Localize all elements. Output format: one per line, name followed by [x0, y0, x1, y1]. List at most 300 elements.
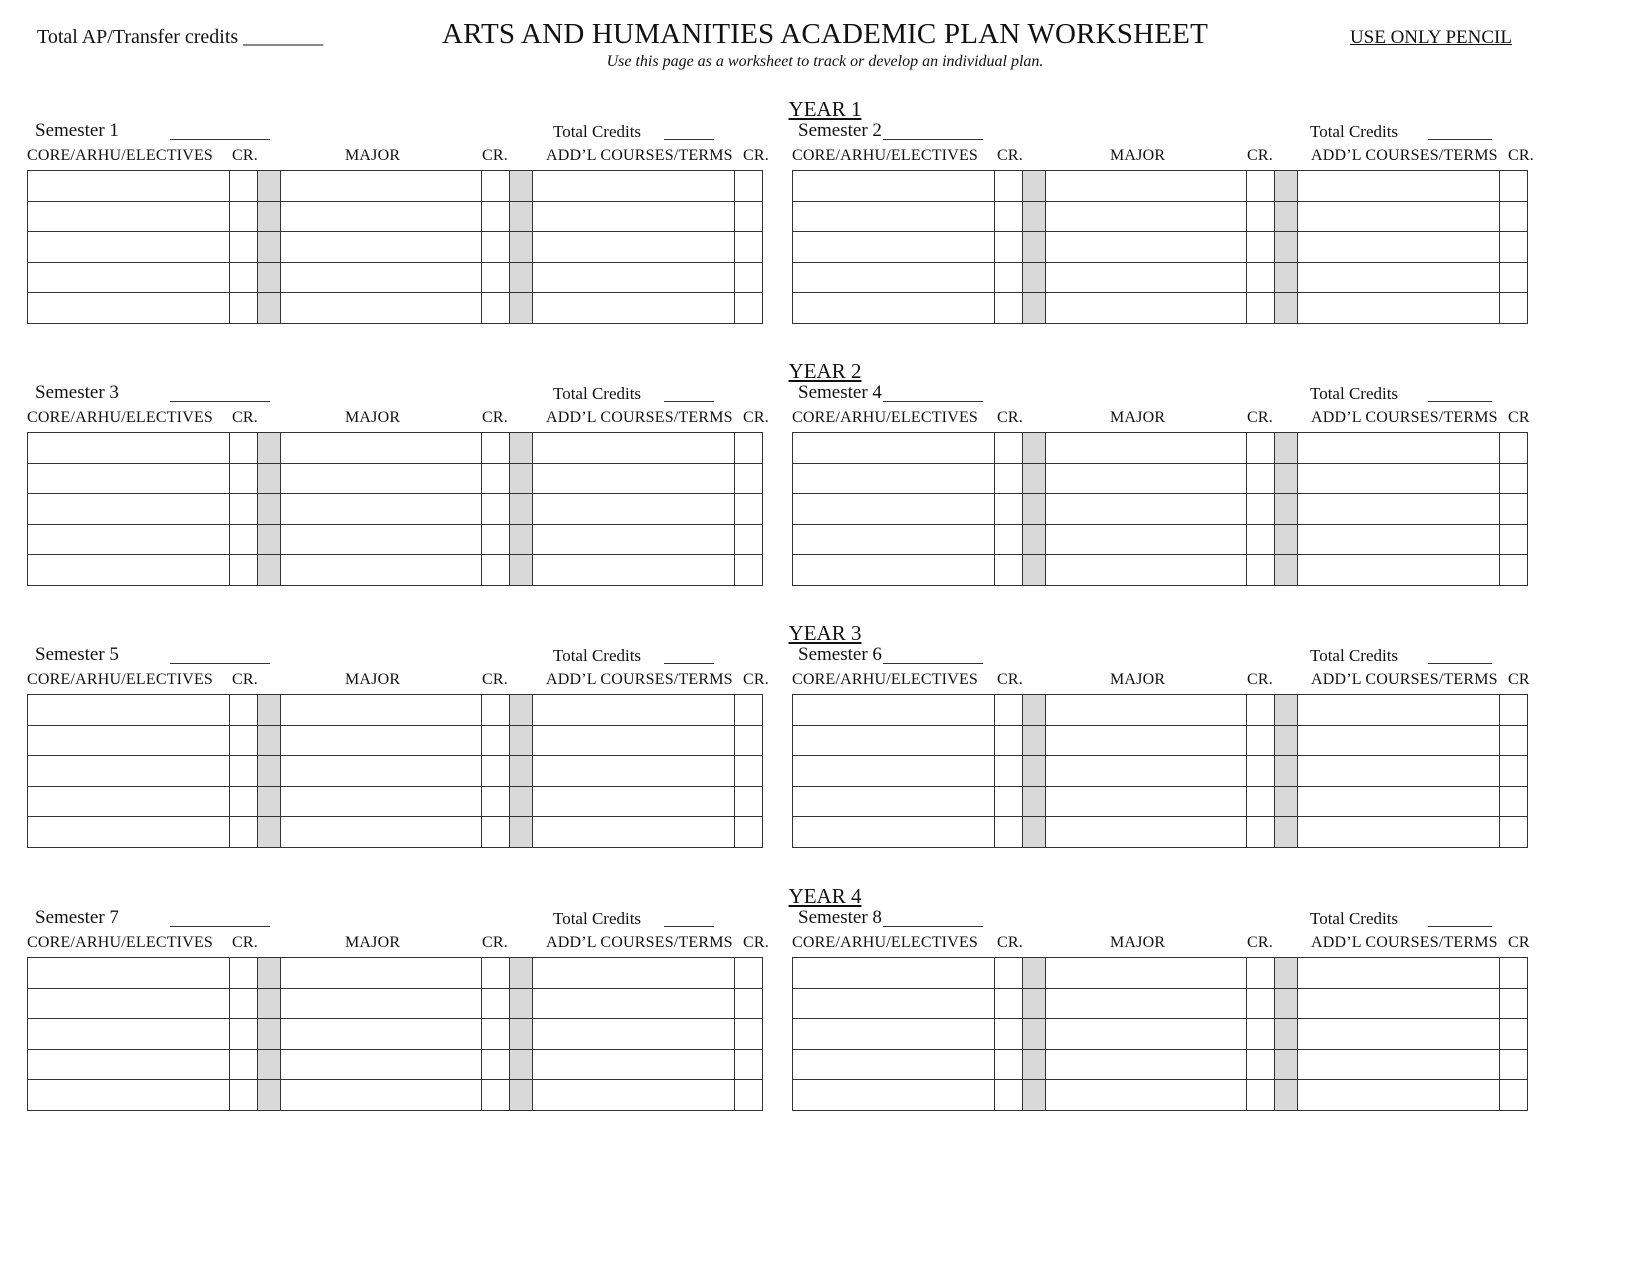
credits-cell[interactable]: [735, 494, 763, 525]
separator-cell: [510, 494, 533, 525]
course-cell[interactable]: [281, 1049, 482, 1080]
course-cell[interactable]: [533, 494, 735, 525]
course-cell[interactable]: [28, 232, 230, 263]
credits-cell[interactable]: [995, 524, 1023, 555]
credits-cell[interactable]: [482, 463, 510, 494]
total-credits-blank[interactable]: [1428, 926, 1492, 927]
ap-transfer-credits-blank[interactable]: ________: [243, 26, 324, 48]
credits-cell[interactable]: [1247, 1049, 1275, 1080]
credits-cell[interactable]: [230, 958, 258, 989]
table-row: [793, 725, 1528, 756]
credits-cell[interactable]: [482, 433, 510, 464]
course-cell[interactable]: [1298, 171, 1500, 202]
course-cell[interactable]: [1298, 988, 1500, 1019]
separator-cell: [258, 171, 281, 202]
credits-cell[interactable]: [230, 786, 258, 817]
course-cell[interactable]: [281, 725, 482, 756]
semester-term-blank[interactable]: [170, 663, 270, 664]
separator-cell: [510, 1080, 533, 1111]
course-cell[interactable]: [281, 817, 482, 848]
credits-cell[interactable]: [995, 756, 1023, 787]
course-cell[interactable]: [28, 988, 230, 1019]
separator-cell: [1023, 1049, 1046, 1080]
course-cell[interactable]: [28, 725, 230, 756]
semester-course-table: [27, 170, 763, 324]
course-cell[interactable]: [793, 494, 995, 525]
course-cell[interactable]: [793, 1080, 995, 1111]
credits-cell[interactable]: [1247, 463, 1275, 494]
credits-cell[interactable]: [230, 433, 258, 464]
column-header: CR.: [232, 147, 258, 164]
separator-cell: [510, 1049, 533, 1080]
table-row: [793, 171, 1528, 202]
credits-cell[interactable]: [1247, 232, 1275, 263]
semester-term-blank[interactable]: [883, 926, 983, 927]
credits-cell[interactable]: [995, 171, 1023, 202]
course-cell[interactable]: [281, 232, 482, 263]
credits-cell[interactable]: [995, 988, 1023, 1019]
table-row: [793, 817, 1528, 848]
course-cell[interactable]: [533, 171, 735, 202]
course-cell[interactable]: [533, 262, 735, 293]
column-header: CORE/ARHU/ELECTIVES: [27, 147, 214, 164]
total-credits-label: Total Credits: [1310, 384, 1399, 403]
separator-cell: [1275, 1080, 1298, 1111]
course-cell[interactable]: [1298, 756, 1500, 787]
semester-term-blank[interactable]: [170, 926, 270, 927]
course-cell[interactable]: [1298, 695, 1500, 726]
credits-cell[interactable]: [735, 1049, 763, 1080]
column-header: MAJOR: [1110, 147, 1166, 164]
column-header: CORE/ARHU/ELECTIVES: [27, 934, 214, 951]
credits-cell[interactable]: [1500, 232, 1528, 263]
credits-cell[interactable]: [995, 725, 1023, 756]
credits-cell[interactable]: [230, 494, 258, 525]
credits-cell[interactable]: [1247, 262, 1275, 293]
course-cell[interactable]: [28, 524, 230, 555]
semester-course-table: [792, 694, 1528, 848]
course-cell[interactable]: [1046, 201, 1247, 232]
column-header: CORE/ARHU/ELECTIVES: [792, 934, 979, 951]
credits-cell[interactable]: [995, 555, 1023, 586]
course-cell[interactable]: [533, 725, 735, 756]
semester-course-table: [27, 694, 763, 848]
credits-cell[interactable]: [735, 171, 763, 202]
credits-cell[interactable]: [1500, 524, 1528, 555]
credits-cell[interactable]: [230, 1019, 258, 1050]
column-header: CR.: [1247, 671, 1273, 688]
credits-cell[interactable]: [482, 201, 510, 232]
credits-cell[interactable]: [230, 988, 258, 1019]
course-cell[interactable]: [1298, 786, 1500, 817]
table-row: [793, 1080, 1528, 1111]
table-row: [28, 1080, 763, 1111]
credits-cell[interactable]: [1500, 1080, 1528, 1111]
credits-cell[interactable]: [735, 786, 763, 817]
credits-cell[interactable]: [735, 725, 763, 756]
course-cell[interactable]: [793, 232, 995, 263]
course-cell[interactable]: [1046, 262, 1247, 293]
semester-term-blank[interactable]: [170, 139, 270, 140]
course-cell[interactable]: [793, 463, 995, 494]
credits-cell[interactable]: [230, 756, 258, 787]
credits-cell[interactable]: [482, 988, 510, 1019]
table-row: [793, 232, 1528, 263]
credits-cell[interactable]: [1500, 725, 1528, 756]
column-header: CR.: [1247, 409, 1273, 426]
credits-cell[interactable]: [735, 958, 763, 989]
credits-cell[interactable]: [1247, 817, 1275, 848]
course-cell[interactable]: [533, 293, 735, 324]
separator-cell: [1023, 1080, 1046, 1111]
credits-cell[interactable]: [482, 555, 510, 586]
course-cell[interactable]: [533, 988, 735, 1019]
credits-cell[interactable]: [1247, 293, 1275, 324]
course-cell[interactable]: [281, 293, 482, 324]
credits-cell[interactable]: [1247, 524, 1275, 555]
separator-cell: [510, 817, 533, 848]
course-cell[interactable]: [1046, 524, 1247, 555]
credits-cell[interactable]: [1247, 201, 1275, 232]
course-cell[interactable]: [1046, 1019, 1247, 1050]
credits-cell[interactable]: [735, 232, 763, 263]
course-cell[interactable]: [28, 695, 230, 726]
table-row: [28, 988, 763, 1019]
credits-cell[interactable]: [482, 725, 510, 756]
credits-cell[interactable]: [735, 817, 763, 848]
course-cell[interactable]: [533, 524, 735, 555]
course-cell[interactable]: [1046, 171, 1247, 202]
credits-cell[interactable]: [735, 695, 763, 726]
table-row: [28, 494, 763, 525]
credits-cell[interactable]: [482, 494, 510, 525]
credits-cell[interactable]: [1500, 262, 1528, 293]
course-cell[interactable]: [793, 756, 995, 787]
credits-cell[interactable]: [1247, 494, 1275, 525]
credits-cell[interactable]: [482, 1049, 510, 1080]
course-cell[interactable]: [28, 262, 230, 293]
credits-cell[interactable]: [1500, 433, 1528, 464]
course-cell[interactable]: [793, 695, 995, 726]
credits-cell[interactable]: [735, 262, 763, 293]
course-cell[interactable]: [1046, 555, 1247, 586]
course-cell[interactable]: [1046, 958, 1247, 989]
credits-cell[interactable]: [1500, 463, 1528, 494]
course-cell[interactable]: [1046, 786, 1247, 817]
column-header: ADD’L COURSES/TERMS: [1311, 409, 1498, 426]
course-cell[interactable]: [281, 201, 482, 232]
course-cell[interactable]: [28, 958, 230, 989]
credits-cell[interactable]: [1500, 1019, 1528, 1050]
total-credits-blank[interactable]: [1428, 139, 1492, 140]
course-cell[interactable]: [533, 958, 735, 989]
credits-cell[interactable]: [1500, 988, 1528, 1019]
course-cell[interactable]: [793, 958, 995, 989]
course-cell[interactable]: [793, 725, 995, 756]
credits-cell[interactable]: [995, 958, 1023, 989]
course-cell[interactable]: [28, 463, 230, 494]
credits-cell[interactable]: [230, 201, 258, 232]
course-cell[interactable]: [281, 1080, 482, 1111]
course-cell[interactable]: [281, 1019, 482, 1050]
course-cell[interactable]: [1298, 524, 1500, 555]
total-credits-blank[interactable]: [1428, 663, 1492, 664]
credits-cell[interactable]: [482, 232, 510, 263]
course-cell[interactable]: [28, 756, 230, 787]
credits-cell[interactable]: [230, 695, 258, 726]
course-cell[interactable]: [793, 988, 995, 1019]
credits-cell[interactable]: [995, 494, 1023, 525]
credits-cell[interactable]: [995, 232, 1023, 263]
credits-cell[interactable]: [735, 463, 763, 494]
course-cell[interactable]: [1046, 494, 1247, 525]
semester-term-blank[interactable]: [170, 401, 270, 402]
credits-cell[interactable]: [1247, 786, 1275, 817]
credits-cell[interactable]: [482, 958, 510, 989]
credits-cell[interactable]: [1500, 695, 1528, 726]
course-cell[interactable]: [1046, 232, 1247, 263]
total-credits-blank[interactable]: [664, 663, 714, 664]
course-cell[interactable]: [281, 524, 482, 555]
credits-cell[interactable]: [1500, 494, 1528, 525]
semester-term-blank[interactable]: [883, 401, 983, 402]
course-cell[interactable]: [281, 555, 482, 586]
course-cell[interactable]: [1298, 1049, 1500, 1080]
credits-cell[interactable]: [1247, 1080, 1275, 1111]
course-cell[interactable]: [1298, 433, 1500, 464]
table-row: [28, 232, 763, 263]
separator-cell: [510, 293, 533, 324]
credits-cell[interactable]: [1247, 555, 1275, 586]
separator-cell: [1275, 555, 1298, 586]
credits-cell[interactable]: [482, 695, 510, 726]
credits-cell[interactable]: [1500, 293, 1528, 324]
course-cell[interactable]: [28, 555, 230, 586]
course-cell[interactable]: [28, 494, 230, 525]
credits-cell[interactable]: [1500, 1049, 1528, 1080]
course-cell[interactable]: [1298, 725, 1500, 756]
course-cell[interactable]: [281, 958, 482, 989]
course-cell[interactable]: [28, 293, 230, 324]
credits-cell[interactable]: [230, 1080, 258, 1111]
course-cell[interactable]: [28, 786, 230, 817]
course-cell[interactable]: [1046, 817, 1247, 848]
course-cell[interactable]: [281, 494, 482, 525]
credits-cell[interactable]: [995, 1019, 1023, 1050]
credits-cell[interactable]: [230, 293, 258, 324]
course-cell[interactable]: [793, 171, 995, 202]
semester-label: Semester 5: [35, 644, 119, 665]
credits-cell[interactable]: [995, 786, 1023, 817]
credits-cell[interactable]: [995, 1080, 1023, 1111]
credits-cell[interactable]: [735, 293, 763, 324]
course-cell[interactable]: [1298, 232, 1500, 263]
course-cell[interactable]: [1298, 293, 1500, 324]
credits-cell[interactable]: [482, 786, 510, 817]
credits-cell[interactable]: [735, 433, 763, 464]
course-cell[interactable]: [533, 1019, 735, 1050]
credits-cell[interactable]: [230, 232, 258, 263]
course-cell[interactable]: [793, 555, 995, 586]
credits-cell[interactable]: [1500, 786, 1528, 817]
credits-cell[interactable]: [230, 463, 258, 494]
credits-cell[interactable]: [735, 756, 763, 787]
credits-cell[interactable]: [230, 555, 258, 586]
credits-cell[interactable]: [1247, 725, 1275, 756]
course-cell[interactable]: [1298, 555, 1500, 586]
course-cell[interactable]: [28, 171, 230, 202]
course-cell[interactable]: [1298, 958, 1500, 989]
course-cell[interactable]: [1298, 1019, 1500, 1050]
credits-cell[interactable]: [1247, 988, 1275, 1019]
credits-cell[interactable]: [482, 262, 510, 293]
course-cell[interactable]: [533, 433, 735, 464]
credits-cell[interactable]: [995, 293, 1023, 324]
credits-cell[interactable]: [482, 171, 510, 202]
course-cell[interactable]: [1298, 201, 1500, 232]
credits-cell[interactable]: [735, 524, 763, 555]
credits-cell[interactable]: [482, 1019, 510, 1050]
course-cell[interactable]: [1046, 463, 1247, 494]
course-cell[interactable]: [281, 171, 482, 202]
credits-cell[interactable]: [735, 555, 763, 586]
total-credits-blank[interactable]: [664, 926, 714, 927]
course-cell[interactable]: [1046, 1049, 1247, 1080]
credits-cell[interactable]: [230, 1049, 258, 1080]
credits-cell[interactable]: [1500, 555, 1528, 586]
credits-cell[interactable]: [1247, 171, 1275, 202]
column-header: CR.: [482, 147, 508, 164]
credits-cell[interactable]: [1500, 756, 1528, 787]
total-credits-blank[interactable]: [664, 401, 714, 402]
course-cell[interactable]: [533, 1049, 735, 1080]
credits-cell[interactable]: [230, 817, 258, 848]
credits-cell[interactable]: [482, 1080, 510, 1111]
course-cell[interactable]: [281, 756, 482, 787]
course-cell[interactable]: [533, 463, 735, 494]
course-cell[interactable]: [1046, 433, 1247, 464]
credits-cell[interactable]: [995, 463, 1023, 494]
credits-cell[interactable]: [1247, 433, 1275, 464]
credits-cell[interactable]: [230, 171, 258, 202]
course-cell[interactable]: [1046, 988, 1247, 1019]
course-cell[interactable]: [281, 786, 482, 817]
course-cell[interactable]: [28, 817, 230, 848]
credits-cell[interactable]: [1247, 1019, 1275, 1050]
separator-cell: [510, 555, 533, 586]
course-cell[interactable]: [793, 1049, 995, 1080]
course-cell[interactable]: [28, 1049, 230, 1080]
credits-cell[interactable]: [995, 695, 1023, 726]
separator-cell: [1023, 756, 1046, 787]
credits-cell[interactable]: [230, 262, 258, 293]
course-cell[interactable]: [793, 293, 995, 324]
course-cell[interactable]: [533, 201, 735, 232]
course-cell[interactable]: [793, 1019, 995, 1050]
credits-cell[interactable]: [995, 262, 1023, 293]
course-cell[interactable]: [28, 201, 230, 232]
credits-cell[interactable]: [1247, 695, 1275, 726]
separator-cell: [510, 1019, 533, 1050]
course-cell[interactable]: [28, 433, 230, 464]
credits-cell[interactable]: [1500, 817, 1528, 848]
course-cell[interactable]: [793, 524, 995, 555]
credits-cell[interactable]: [1500, 171, 1528, 202]
course-cell[interactable]: [1046, 293, 1247, 324]
course-cell[interactable]: [793, 201, 995, 232]
credits-cell[interactable]: [1247, 756, 1275, 787]
course-cell[interactable]: [533, 695, 735, 726]
credits-cell[interactable]: [1247, 958, 1275, 989]
separator-cell: [1023, 695, 1046, 726]
course-cell[interactable]: [1298, 817, 1500, 848]
course-cell[interactable]: [1298, 463, 1500, 494]
course-cell[interactable]: [793, 262, 995, 293]
credits-cell[interactable]: [995, 1049, 1023, 1080]
course-cell[interactable]: [533, 756, 735, 787]
semester-term-blank[interactable]: [883, 663, 983, 664]
course-cell[interactable]: [1046, 1080, 1247, 1111]
credits-cell[interactable]: [1500, 201, 1528, 232]
table-row: [28, 171, 763, 202]
course-cell[interactable]: [281, 262, 482, 293]
credits-cell[interactable]: [482, 524, 510, 555]
course-cell[interactable]: [793, 786, 995, 817]
separator-cell: [1275, 293, 1298, 324]
course-cell[interactable]: [1298, 494, 1500, 525]
credits-cell[interactable]: [735, 1080, 763, 1111]
course-cell[interactable]: [1298, 1080, 1500, 1111]
course-cell[interactable]: [281, 433, 482, 464]
separator-cell: [510, 725, 533, 756]
course-cell[interactable]: [1046, 756, 1247, 787]
credits-cell[interactable]: [482, 817, 510, 848]
course-cell[interactable]: [793, 817, 995, 848]
course-cell[interactable]: [28, 1080, 230, 1111]
course-cell[interactable]: [281, 695, 482, 726]
course-cell[interactable]: [533, 786, 735, 817]
credits-cell[interactable]: [482, 293, 510, 324]
course-cell[interactable]: [281, 463, 482, 494]
credits-cell[interactable]: [735, 201, 763, 232]
credits-cell[interactable]: [995, 433, 1023, 464]
credits-cell[interactable]: [230, 725, 258, 756]
course-cell[interactable]: [281, 988, 482, 1019]
table-row: [793, 786, 1528, 817]
course-cell[interactable]: [28, 1019, 230, 1050]
semester-term-blank[interactable]: [883, 139, 983, 140]
credits-cell[interactable]: [735, 1019, 763, 1050]
course-cell[interactable]: [1046, 695, 1247, 726]
course-cell[interactable]: [1046, 725, 1247, 756]
course-cell[interactable]: [533, 232, 735, 263]
credits-cell[interactable]: [1500, 958, 1528, 989]
credits-cell[interactable]: [482, 756, 510, 787]
credits-cell[interactable]: [735, 988, 763, 1019]
separator-cell: [1275, 262, 1298, 293]
total-credits-blank[interactable]: [1428, 401, 1492, 402]
course-cell[interactable]: [793, 433, 995, 464]
course-cell[interactable]: [533, 1080, 735, 1111]
course-cell[interactable]: [533, 817, 735, 848]
credits-cell[interactable]: [995, 817, 1023, 848]
course-cell[interactable]: [533, 555, 735, 586]
credits-cell[interactable]: [230, 524, 258, 555]
course-cell[interactable]: [1298, 262, 1500, 293]
total-credits-blank[interactable]: [664, 139, 714, 140]
semester-label: Semester 6: [798, 644, 882, 665]
credits-cell[interactable]: [995, 201, 1023, 232]
